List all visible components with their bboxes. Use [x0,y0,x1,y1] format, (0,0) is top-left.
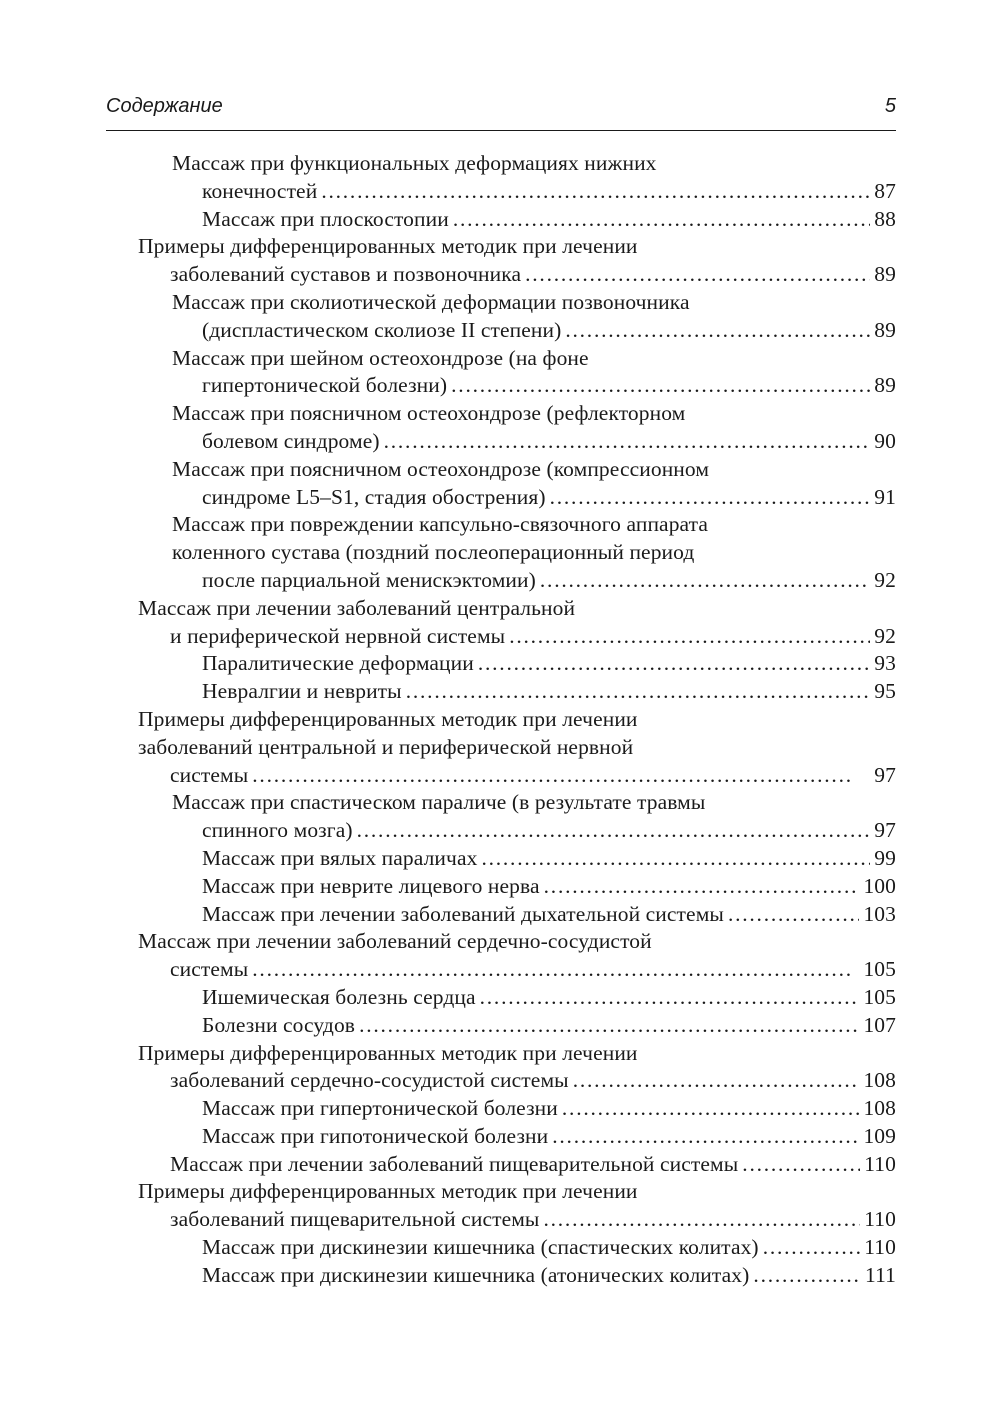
toc-page-number: 103 [863,901,896,926]
dot-leader [753,1262,861,1290]
dot-leader [525,261,870,289]
toc-entry [106,1234,896,1262]
toc-entry-text: Массаж при плоскостопии [202,206,449,231]
dot-leader [406,678,871,706]
toc-entry-text: после парциальной менискэктомии) [202,567,536,592]
toc-entry [106,511,896,594]
dot-leader [451,372,870,400]
toc-entry-text: Массаж при поясничном остеохондрозе (компрессионном [172,456,710,481]
toc-page-number: 89 [874,373,896,398]
toc-page-number: 100 [863,873,896,898]
toc-entry-last-line [202,817,896,845]
toc-entry-text: системы [170,957,249,982]
dot-leader [728,901,859,929]
toc-entry-text: Массаж при сколиотической деформации позвоночника [172,289,690,314]
toc-entry-last-line [202,678,896,706]
dot-leader [321,178,870,206]
dot-leader [252,762,870,790]
running-header [106,92,896,120]
toc-entry [106,873,896,901]
toc-entry-text: заболеваний сердечно-сосудистой системы [170,1068,569,1093]
toc-entry-text: синдроме L5–S1, стадия обострения) [202,484,546,509]
toc-entry-last-line [202,178,896,206]
dot-leader [357,817,871,845]
toc-entry [106,678,896,706]
toc-entry [106,1095,896,1123]
toc-entry-text: Массаж при лечении заболеваний центральной [138,595,576,620]
dot-leader [565,317,870,345]
dot-leader [550,484,871,512]
toc-page-number: 108 [863,1068,896,1093]
toc-entry-text: заболеваний пищеварительной системы [170,1207,540,1232]
toc-entry [106,1178,896,1234]
dot-leader [384,428,871,456]
toc-entry-text: Массаж при гипертонической болезни [202,1096,558,1121]
toc-entry-text: Массаж при функциональных деформациях нижних [172,151,657,175]
dot-leader [481,845,870,873]
toc-page-number: 108 [863,1096,896,1121]
toc-entry [106,400,896,456]
toc-entry [106,1040,896,1096]
toc-entry-text: Массаж при шейном остеохондрозе (на фоне [172,345,589,370]
toc-entry-text: Ишемическая болезнь сердца [202,984,476,1009]
toc-entry [106,984,896,1012]
dot-leader [478,650,870,678]
toc-entry [106,789,896,845]
toc-entry-text: Массаж при лечении заболеваний сердечно-сосудистой [138,929,652,954]
toc-entry [106,1262,896,1290]
toc-entry [106,456,896,512]
toc-page-number: 105 [863,957,896,982]
running-header-title: Содержание [106,95,223,117]
toc-page-number: 88 [874,206,896,231]
toc-page-number: 111 [865,1262,896,1287]
toc-entry-text: конечностей [202,178,318,203]
toc-page-number: 92 [874,623,896,648]
dot-leader [573,1067,860,1095]
toc-entry-text: системы [170,762,249,787]
toc-entry-text: Невралгии и невриты [202,679,402,704]
toc-entry-last-line [202,1234,896,1262]
toc-entry-last-line [170,762,896,790]
toc-entry-last-line [202,873,896,901]
dot-leader [540,567,870,595]
toc-entry [106,901,896,929]
toc-entry-last-line [170,1151,896,1179]
toc-entry-text: (диспластическом сколиозе II степени) [202,317,562,342]
toc-entry-text: Массаж при лечении заболеваний пищеварительной системы [170,1151,739,1176]
toc-entry [106,289,896,345]
toc-entry-text: и периферической нервной системы [170,623,506,648]
table-of-contents [106,150,896,1290]
toc-entry-last-line [202,372,896,400]
page-number: 5 [884,95,896,117]
toc-entry [106,206,896,234]
toc-entry [106,706,896,789]
toc-entry-text: Паралитические деформации [202,651,474,676]
toc-entry-last-line [170,1067,896,1095]
toc-entry-last-line [202,984,896,1012]
toc-entry-last-line [202,317,896,345]
toc-page-number: 92 [874,567,896,592]
dot-leader [763,1234,861,1262]
toc-entry-last-line [202,206,896,234]
toc-entry-last-line [202,1123,896,1151]
toc-page-number: 90 [874,428,896,453]
toc-entry-text: Примеры дифференцированных методик при лечении [138,1179,638,1204]
toc-page-number: 109 [863,1123,896,1148]
book-page [106,0,896,1420]
toc-page-number: 110 [864,1207,896,1232]
toc-entry [106,1151,896,1179]
toc-entry-text: Болезни сосудов [202,1012,356,1037]
dot-leader [480,984,860,1012]
toc-entry-last-line [202,567,896,595]
toc-page-number: 99 [874,845,896,870]
toc-entry-text: Массаж при неврите лицевого нерва [202,873,540,898]
toc-entry-last-line [202,1012,896,1040]
toc-entry-last-line [202,901,896,929]
dot-leader [453,206,870,234]
toc-entry-text: спинного мозга) [202,818,353,843]
toc-entry-text: Примеры дифференцированных методик при лечении [138,1040,638,1065]
toc-entry-last-line [202,1095,896,1123]
toc-entry-last-line [170,623,896,651]
toc-entry [106,928,896,984]
dot-leader [742,1151,860,1179]
toc-page-number: 89 [874,317,896,342]
toc-page-number: 93 [874,651,896,676]
toc-entry [106,595,896,651]
toc-entry-text: Массаж при дискинезии кишечника (атонических колитах) [202,1262,750,1287]
dot-leader [562,1095,860,1123]
toc-entry-text: Массаж при лечении заболеваний дыхательной системы [202,901,724,926]
toc-page-number: 110 [864,1151,896,1176]
toc-page-number: 107 [863,1012,896,1037]
toc-entry [106,1012,896,1040]
dot-leader [544,873,860,901]
toc-page-number: 110 [864,1235,896,1260]
toc-entry-last-line [202,428,896,456]
toc-entry [106,1123,896,1151]
toc-entry-last-line [202,845,896,873]
toc-page-number: 97 [874,818,896,843]
toc-page-number: 87 [874,178,896,203]
toc-page-number: 95 [874,679,896,704]
dot-leader [543,1206,860,1234]
toc-entry-text: Массаж при гипотонической болезни [202,1123,549,1148]
toc-entry-last-line [202,650,896,678]
dot-leader [552,1123,859,1151]
toc-entry-text: Примеры дифференцированных методик при лечении [138,706,638,731]
toc-entry [106,845,896,873]
header-rule [106,130,896,131]
toc-entry-text: Массаж при повреждении капсульно-связочного аппарата [172,512,709,537]
toc-page-number: 91 [874,484,896,509]
toc-entry-last-line [170,261,896,289]
dot-leader [252,956,859,984]
toc-entry-text: Массаж при вялых параличах [202,845,478,870]
toc-entry-text: коленного сустава (поздний послеоперационный период [172,540,695,565]
toc-entry-text: Массаж при поясничном остеохондрозе (рефлекторном [172,401,686,426]
toc-entry-last-line [170,956,896,984]
toc-page-number: 89 [874,262,896,287]
toc-entry [106,150,896,206]
dot-leader [509,623,870,651]
toc-entry-last-line [202,1262,896,1290]
toc-entry-last-line [202,484,896,512]
toc-entry [106,345,896,401]
toc-entry-text: Массаж при дискинезии кишечника (спастических колитах) [202,1235,759,1260]
toc-entry-text: Массаж при спастическом параличе (в результате травмы [172,790,706,815]
toc-entry-text: заболеваний суставов и позвоночника [170,262,522,287]
toc-page-number: 105 [863,984,896,1009]
toc-page-number: 97 [874,762,896,787]
dot-leader [359,1012,859,1040]
toc-entry-text: болевом синдроме) [202,428,380,453]
toc-entry [106,233,896,289]
toc-entry [106,650,896,678]
toc-entry-text: Примеры дифференцированных методик при лечении [138,234,638,259]
toc-entry-text: гипертонической болезни) [202,373,448,398]
toc-entry-text: заболеваний центральной и периферической нервной [138,734,634,759]
toc-entry-last-line [170,1206,896,1234]
